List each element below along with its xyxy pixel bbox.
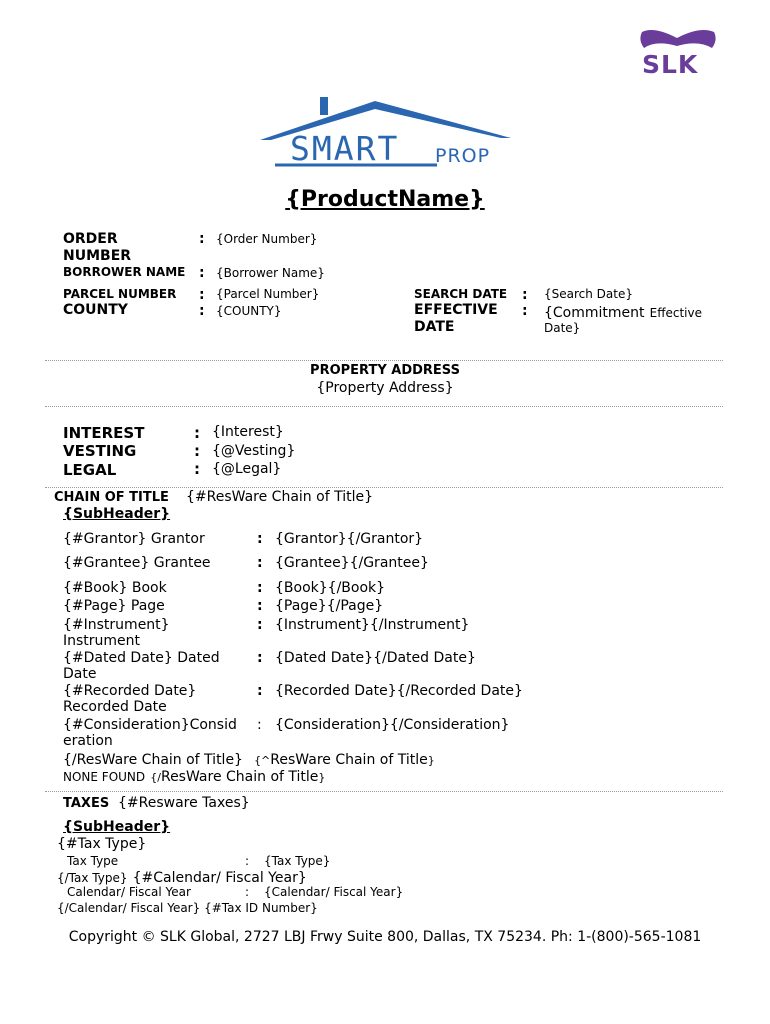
grantee-colon: : — [257, 555, 263, 571]
chain-else-open: {^ — [254, 754, 271, 767]
taxes-label: TAXES — [63, 796, 110, 811]
recorded-label-1: {#Recorded Date} — [63, 683, 197, 699]
instrument-colon: : — [257, 617, 263, 633]
divider — [45, 791, 723, 792]
vesting-colon: : — [194, 442, 200, 460]
parcel-label: PARCEL NUMBER — [63, 287, 177, 301]
county-colon: : — [199, 303, 205, 319]
smartprop-logo — [255, 95, 517, 175]
chain-else-text: ResWare Chain of Title — [270, 752, 428, 768]
chain-of-title-label: CHAIN OF TITLE — [54, 490, 169, 505]
borrower-label: BORROWER NAME — [63, 265, 186, 279]
legal-colon: : — [194, 460, 200, 478]
consideration-colon: : — [257, 717, 262, 733]
interest-label: INTEREST — [63, 424, 145, 442]
tax-type-tag: {#Tax Type} — [57, 836, 147, 852]
property-address-value: {Property Address} — [316, 380, 454, 396]
taxes-subheader: {SubHeader} — [63, 819, 171, 835]
tax-type-value: {Tax Type} — [264, 854, 331, 868]
calendar-value: {Calendar/ Fiscal Year} — [264, 885, 404, 899]
page-colon: : — [257, 598, 263, 614]
grantee-label: {#Grantee} Grantee — [63, 555, 211, 571]
parcel-colon: : — [199, 287, 205, 303]
legal-label: LEGAL — [63, 461, 117, 479]
effective-value-a: {Commitment — [544, 305, 645, 321]
chain-of-title-tag: {#ResWare Chain of Title} — [186, 489, 373, 505]
search-date-label: SEARCH DATE — [414, 287, 508, 301]
instrument-label-2: Instrument — [63, 633, 141, 649]
county-label: COUNTY — [63, 302, 128, 318]
interest-value: {Interest} — [212, 424, 284, 440]
taxes-tag: {#Resware Taxes} — [118, 795, 250, 811]
calendar-end-line — [57, 901, 318, 915]
effective-value — [544, 302, 702, 321]
none-found-close: } — [318, 771, 326, 784]
dated-value: {Dated Date}{/Dated Date} — [275, 650, 476, 666]
consideration-label-2: eration — [63, 733, 113, 749]
divider — [45, 360, 723, 361]
consideration-value: {Consideration}{/Consideration} — [275, 717, 510, 733]
tax-id-tag: {#Tax ID Number} — [204, 901, 318, 915]
vesting-label: VESTING — [63, 442, 137, 460]
none-found-chain: ResWare Chain of Title — [160, 769, 319, 785]
chain-end-tag: {/ResWare Chain of Title} — [63, 752, 243, 768]
grantee-value: {Grantee}{/Grantee} — [275, 555, 429, 571]
order-label-2: NUMBER — [63, 248, 132, 264]
book-label: {#Book} Book — [63, 580, 167, 596]
divider — [45, 487, 723, 488]
search-date-value: {Search Date} — [544, 287, 633, 301]
book-colon: : — [257, 580, 263, 596]
calendar-line — [57, 867, 307, 886]
borrower-value: {Borrower Name} — [216, 266, 325, 280]
copyright-footer: Copyright © SLK Global, 2727 LBJ Frwy Suite 800, Dallas, TX 75234. Ph: 1-(800)-565-1081 — [68, 929, 702, 945]
effective-value-2: Date} — [544, 321, 581, 335]
dated-label-1: {#Dated Date} Dated — [63, 650, 220, 666]
order-value: {Order Number} — [216, 232, 318, 246]
chain-subheader: {SubHeader} — [63, 506, 171, 522]
recorded-label-2: Recorded Date — [63, 699, 167, 715]
grantor-colon: : — [257, 531, 263, 547]
recorded-value: {Recorded Date}{/Recorded Date} — [275, 683, 523, 699]
property-address-label: PROPERTY ADDRESS — [310, 363, 460, 378]
slk-logo — [632, 22, 722, 80]
effective-label-2: DATE — [414, 319, 455, 335]
effective-value-b: Effective — [649, 306, 702, 320]
county-value: {COUNTY} — [216, 304, 282, 318]
smartprop-sub: PROP — [435, 145, 491, 167]
page-value: {Page}{/Page} — [275, 598, 384, 614]
page-label: {#Page} Page — [63, 598, 165, 614]
calendar-colon: : — [245, 885, 250, 899]
recorded-colon: : — [257, 683, 263, 699]
consideration-label-1: {#Consideration}Consid — [63, 717, 237, 733]
parcel-value: {Parcel Number} — [216, 287, 320, 301]
none-found-text: NONE FOUND — [63, 770, 146, 784]
borrower-colon: : — [199, 265, 205, 281]
page-title: {ProductName} — [285, 187, 485, 212]
slk-logo-text: SLK — [642, 50, 699, 79]
book-value: {Book}{/Book} — [275, 580, 386, 596]
dated-colon: : — [257, 650, 263, 666]
none-found-line — [63, 766, 325, 785]
calendar-tag: {#Calendar/ Fiscal Year} — [132, 870, 307, 886]
tax-type-end: {/Tax Type} — [57, 871, 128, 885]
grantor-value: {Grantor}{/Grantor} — [275, 531, 424, 547]
instrument-label-1: {#Instrument} — [63, 617, 170, 633]
instrument-value: {Instrument}{/Instrument} — [275, 617, 470, 633]
effective-colon: : — [522, 303, 528, 319]
chain-else-close: } — [427, 754, 435, 767]
order-label-1: ORDER — [63, 231, 118, 247]
tax-type-label: Tax Type — [67, 854, 119, 868]
vesting-value: {@Vesting} — [212, 443, 296, 459]
legal-value: {@Legal} — [212, 461, 282, 477]
order-colon: : — [199, 231, 205, 247]
grantor-label: {#Grantor} Grantor — [63, 531, 205, 547]
divider — [45, 406, 723, 407]
smartprop-text: SMART — [290, 129, 400, 168]
calendar-label: Calendar/ Fiscal Year — [67, 885, 191, 899]
none-found-open: {/ — [150, 771, 161, 784]
dated-label-2: Date — [63, 666, 97, 682]
interest-colon: : — [194, 424, 200, 442]
search-date-colon: : — [522, 287, 528, 303]
tax-type-colon: : — [245, 854, 250, 868]
calendar-end: {/Calendar/ Fiscal Year} — [57, 901, 201, 915]
effective-label-1: EFFECTIVE — [414, 302, 498, 318]
